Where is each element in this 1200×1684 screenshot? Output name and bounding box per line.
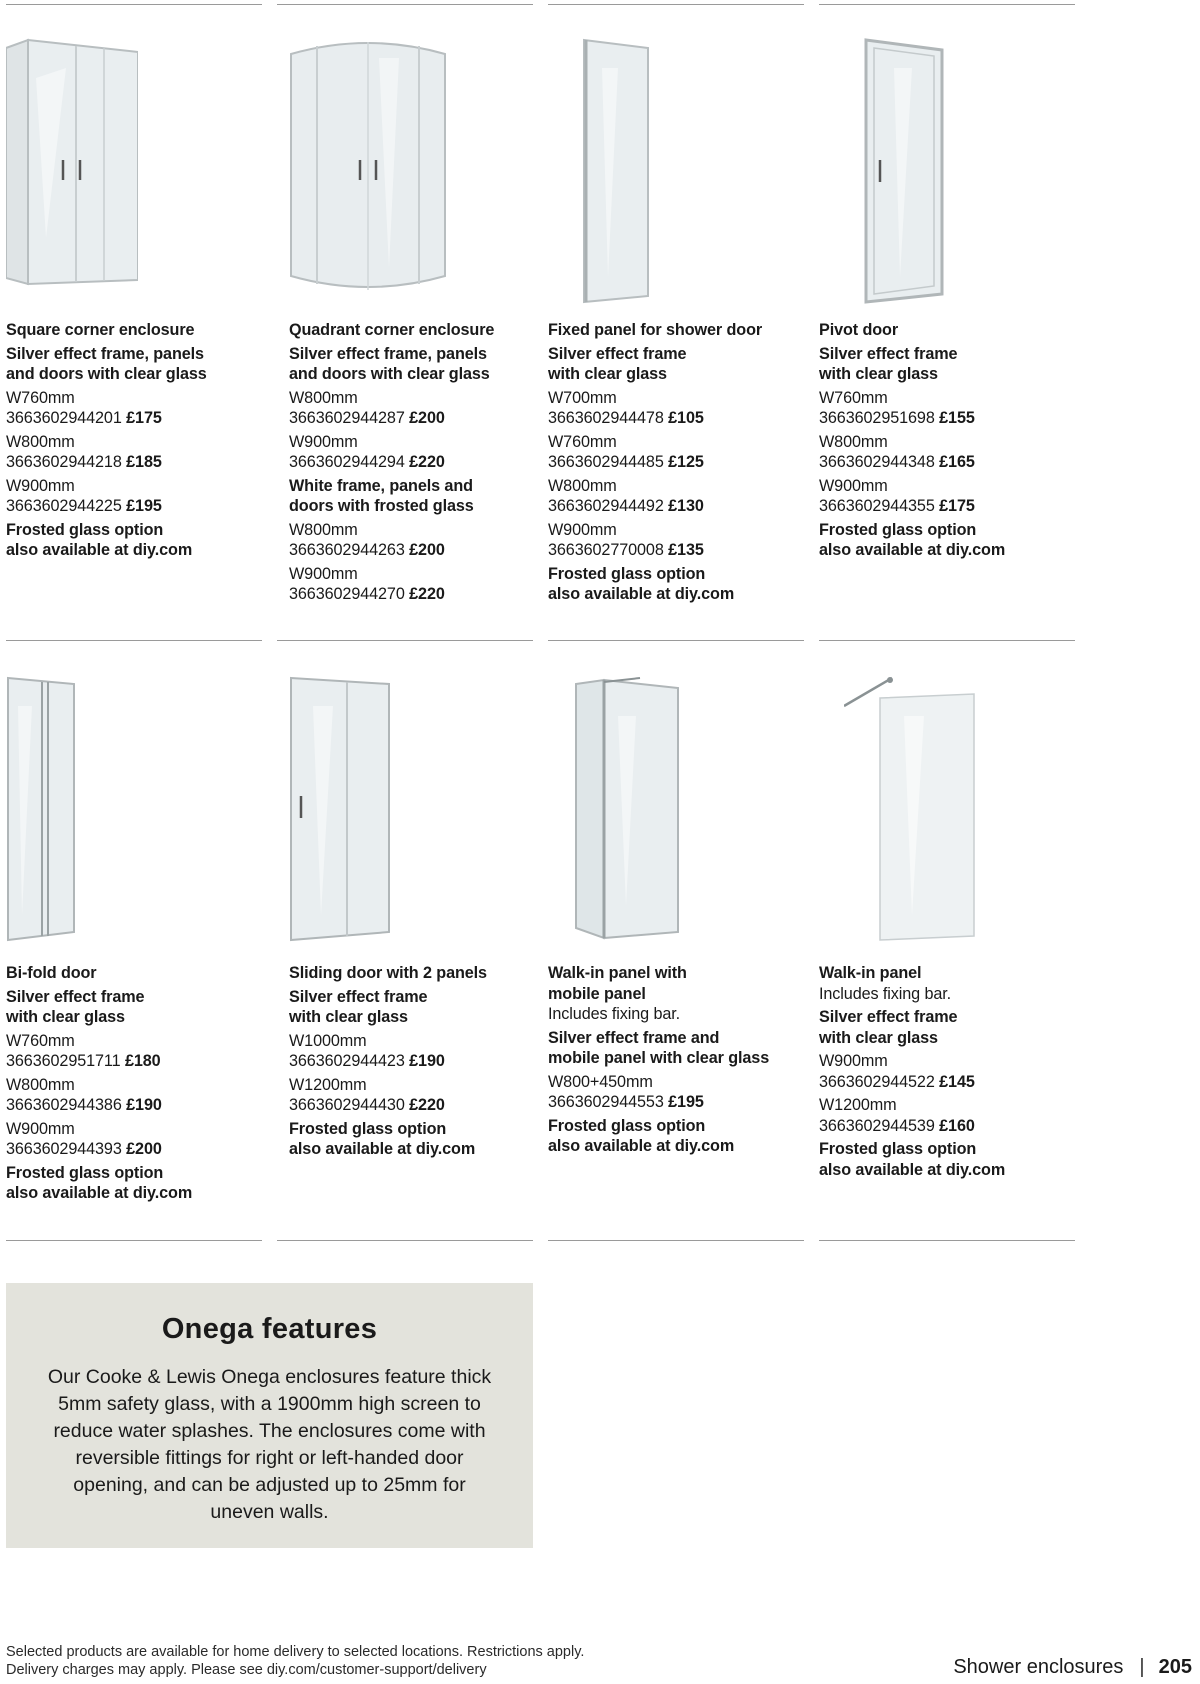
price: £200 <box>126 1140 162 1158</box>
price: £145 <box>939 1072 975 1091</box>
variant <box>289 1075 551 1116</box>
product-code: 3663602944492 <box>548 497 664 515</box>
variant-size: W900mm <box>6 1119 75 1138</box>
product-walk-in-panel <box>819 963 1081 1180</box>
walk-in-mobile-panel-image <box>574 676 682 942</box>
features-body: Our Cooke & Lewis Onega enclosures feature thick 5mm safety glass, with a 1900mm high screen to reduce water splashes. The enclosures come with reversible fittings for right or left-handed door opening, and can be adjusted up to 25mm for uneven walls. <box>47 1366 492 1523</box>
variant-size: W900mm <box>548 520 617 539</box>
sliding-door-image <box>289 676 391 942</box>
divider <box>277 1240 533 1241</box>
variant-size: W800mm <box>289 388 358 407</box>
variant-size: W900mm <box>6 476 75 495</box>
product-code: 3663602944225 <box>6 497 122 515</box>
variant-size: W700mm <box>548 388 617 407</box>
product-description: Silver effect frame, panels and doors with clear glass <box>289 344 490 383</box>
product-code: 3663602944478 <box>548 409 664 427</box>
product-title: Sliding door with 2 panels <box>289 964 487 982</box>
quadrant-enclosure-image <box>289 38 447 298</box>
product-quadrant-corner-enclosure <box>289 320 551 608</box>
variant <box>289 520 551 561</box>
product-code: 3663602770008 <box>548 541 664 559</box>
price: £195 <box>126 497 162 515</box>
square-enclosure-image <box>6 38 138 288</box>
price: £160 <box>939 1116 975 1135</box>
product-code: 3663602944386 <box>6 1096 122 1114</box>
variant <box>819 388 1081 429</box>
product-title: Quadrant corner enclosure <box>289 321 495 339</box>
divider <box>819 4 1075 5</box>
product-code: 3663602944539 <box>819 1116 935 1135</box>
variant <box>819 1051 1081 1092</box>
price: £165 <box>939 453 975 471</box>
price: £200 <box>409 541 445 559</box>
walk-in-panel-image <box>844 676 976 942</box>
variant <box>289 564 551 605</box>
variant <box>289 1031 551 1072</box>
variant-size: W760mm <box>819 388 888 407</box>
variant-size: W900mm <box>289 564 358 583</box>
variant <box>819 432 1081 473</box>
product-code: 3663602944270 <box>289 585 405 603</box>
product-code: 3663602944218 <box>6 453 122 471</box>
price: £220 <box>409 585 445 603</box>
variant <box>6 1119 268 1160</box>
product-description-white: White frame, panels and doors with frosted glass <box>289 476 474 515</box>
product-code: 3663602944287 <box>289 409 405 427</box>
product-title: Bi-fold door <box>6 964 97 982</box>
frosted-option-note: Frosted glass option also available at diy.com <box>289 1119 476 1158</box>
onega-features-panel <box>6 1283 533 1548</box>
variant-size: W800mm <box>819 432 888 451</box>
divider <box>548 1240 804 1241</box>
product-note: Includes fixing bar. <box>819 984 952 1003</box>
footer-separator: | <box>1139 1656 1145 1678</box>
product-code: 3663602944430 <box>289 1096 405 1114</box>
price: £155 <box>939 409 975 427</box>
price: £135 <box>668 541 704 559</box>
variant-size: W900mm <box>819 476 888 495</box>
divider <box>6 4 262 5</box>
delivery-note-line: Selected products are available for home delivery to selected locations. Restrictions apply. <box>6 1644 585 1660</box>
variant-size: W1200mm <box>289 1075 367 1094</box>
delivery-note <box>6 1643 584 1679</box>
delivery-note-line: Delivery charges may apply. Please see diy.com/customer-support/delivery <box>6 1662 487 1678</box>
price: £185 <box>126 453 162 471</box>
frosted-option-note: Frosted glass option also available at diy.com <box>548 564 735 603</box>
product-square-corner-enclosure <box>6 320 268 561</box>
product-description: Silver effect frame with clear glass <box>548 344 687 383</box>
pivot-door-image <box>864 38 944 304</box>
product-sliding-door <box>289 963 551 1160</box>
product-code: 3663602944294 <box>289 453 405 471</box>
variant <box>819 1095 1081 1136</box>
variant-size: W1200mm <box>819 1096 897 1114</box>
price: £190 <box>409 1052 445 1070</box>
price: £195 <box>668 1093 704 1111</box>
price: £105 <box>668 409 704 427</box>
product-description: Silver effect frame with clear glass <box>289 987 428 1026</box>
product-code: 3663602944393 <box>6 1140 122 1158</box>
product-title: Walk-in panel with mobile panel <box>548 964 687 1003</box>
frosted-option-note: Frosted glass option also available at diy.com <box>819 520 1006 559</box>
price: £180 <box>124 1052 161 1070</box>
product-title: Pivot door <box>819 321 899 339</box>
variant-size: W800mm <box>289 520 358 539</box>
divider <box>819 1240 1075 1241</box>
section-name: Shower enclosures <box>953 1656 1124 1678</box>
divider <box>277 640 533 641</box>
price: £130 <box>668 497 704 515</box>
variant <box>289 388 551 429</box>
product-code: 3663602951698 <box>819 409 935 427</box>
features-title: Onega features <box>161 1313 378 1345</box>
variant-size: W1000mm <box>289 1031 367 1050</box>
product-bifold-door <box>6 963 268 1204</box>
price: £200 <box>409 409 445 427</box>
variant-size: W900mm <box>819 1052 888 1070</box>
price: £220 <box>409 1096 445 1114</box>
frosted-option-note: Frosted glass option also available at diy.com <box>6 1163 193 1202</box>
variant-size: W800+450mm <box>548 1072 653 1091</box>
divider <box>819 640 1075 641</box>
product-code: 3663602951711 <box>6 1052 121 1070</box>
variant-size: W800mm <box>6 1075 75 1094</box>
product-code: 3663602944355 <box>819 497 935 515</box>
variant-size: W760mm <box>6 1031 75 1050</box>
product-description: Silver effect frame and mobile panel with clear glass <box>548 1028 770 1067</box>
fixed-panel-image <box>582 38 652 304</box>
variant-size: W760mm <box>548 432 617 451</box>
variant <box>548 520 810 561</box>
divider <box>548 640 804 641</box>
variant <box>6 432 268 473</box>
page-footer <box>953 1656 1192 1679</box>
variant <box>6 1075 268 1116</box>
product-code: 3663602944263 <box>289 541 405 559</box>
variant <box>548 1072 810 1113</box>
product-walk-in-mobile-panel <box>548 963 810 1157</box>
product-code: 3663602944485 <box>548 453 664 471</box>
divider <box>548 4 804 5</box>
divider <box>6 1240 262 1241</box>
product-note: Includes fixing bar. <box>548 1005 681 1023</box>
bifold-door-image <box>6 676 76 942</box>
product-code: 3663602944423 <box>289 1052 405 1070</box>
product-code: 3663602944348 <box>819 453 935 471</box>
product-description: Silver effect frame, panels and doors with clear glass <box>6 344 207 383</box>
fixing-bar-joint <box>887 677 893 683</box>
product-code: 3663602944522 <box>819 1072 935 1091</box>
price: £175 <box>126 409 162 427</box>
variant <box>289 432 551 473</box>
divider <box>6 640 262 641</box>
product-title: Square corner enclosure <box>6 321 195 339</box>
variant <box>6 476 268 517</box>
product-pivot-door <box>819 320 1081 561</box>
variant-size: W800mm <box>548 476 617 495</box>
product-code: 3663602944553 <box>548 1093 664 1111</box>
product-description: Silver effect frame with clear glass <box>6 987 145 1026</box>
product-fixed-panel <box>548 320 810 605</box>
variant-size: W900mm <box>289 432 358 451</box>
variant-size: W800mm <box>6 432 75 451</box>
product-code: 3663602944201 <box>6 409 122 427</box>
variant <box>548 388 810 429</box>
price: £190 <box>126 1096 162 1114</box>
variant <box>548 432 810 473</box>
divider <box>277 4 533 5</box>
price: £220 <box>409 453 445 471</box>
page-number: 205 <box>1158 1656 1192 1678</box>
variant-size: W760mm <box>6 388 75 407</box>
product-title: Fixed panel for shower door <box>548 321 763 339</box>
frosted-option-note: Frosted glass option also available at diy.com <box>6 520 193 559</box>
variant <box>6 1031 268 1072</box>
product-title: Walk-in panel <box>819 964 922 982</box>
variant <box>819 476 1081 517</box>
frosted-option-note: Frosted glass option also available at diy.com <box>548 1116 735 1155</box>
variant <box>548 476 810 517</box>
variant <box>6 388 268 429</box>
product-description: Silver effect frame with clear glass <box>819 344 958 383</box>
price: £175 <box>939 497 975 515</box>
price: £125 <box>668 453 704 471</box>
product-description: Silver effect frame with clear glass <box>819 1008 958 1047</box>
frosted-option-note: Frosted glass option also available at diy.com <box>819 1140 1006 1179</box>
